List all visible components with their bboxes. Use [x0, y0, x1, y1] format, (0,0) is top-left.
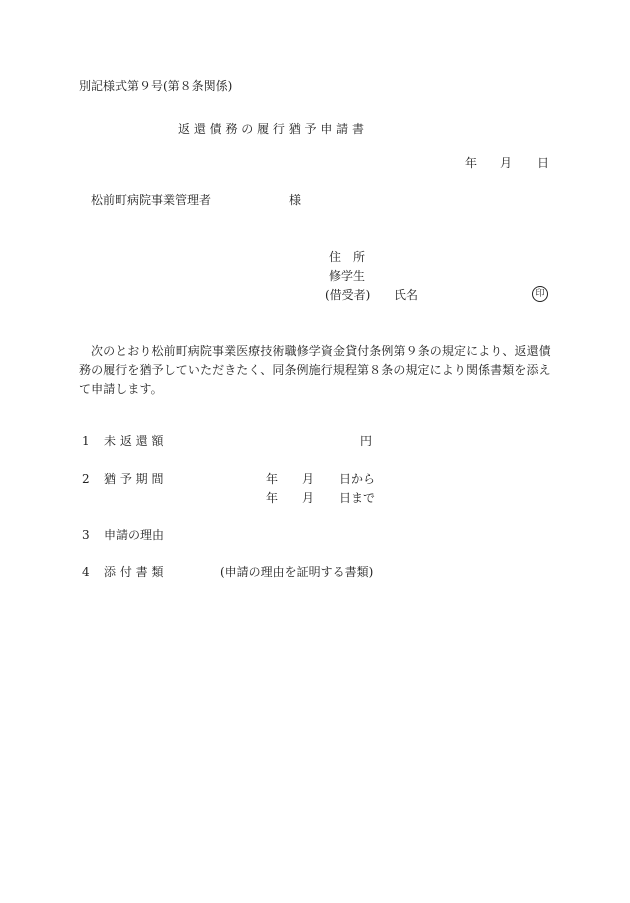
yen-unit: 円 [360, 434, 373, 448]
date-year-label: 年 [465, 156, 478, 170]
end-year-label: 年 [266, 491, 279, 505]
addressee-name: 松前町病院事業管理者 [91, 193, 212, 207]
addressee-honorific: 様 [289, 193, 302, 207]
item-number: 2 [82, 472, 90, 486]
borrower-label: (借受者) [325, 288, 371, 302]
item-unpaid-amount-label: 未 返 還 額 [104, 434, 164, 448]
item-deferral-period-label: 猶 予 期 間 [104, 472, 164, 486]
student-label: 修学生 [329, 269, 366, 283]
document-title: 返 還 債 務 の 履 行 猶 予 申 請 書 [178, 122, 364, 136]
start-day-label: 日から [339, 472, 376, 486]
name-label: 氏名 [394, 288, 419, 302]
item-reason-label: 申請の理由 [104, 528, 165, 542]
seal-mark: 印 [532, 286, 548, 302]
start-year-label: 年 [266, 472, 279, 486]
item-number: 4 [82, 565, 90, 579]
attachments-note: (申請の理由を証明する書類) [220, 565, 374, 579]
end-month-label: 月 [302, 491, 315, 505]
start-month-label: 月 [302, 472, 315, 486]
date-day-label: 日 [537, 156, 550, 170]
item-attachments-label: 添 付 書 類 [104, 565, 164, 579]
form-label: 別記様式第９号(第８条関係) [79, 79, 233, 93]
address-label: 住 所 [329, 250, 366, 264]
date-month-label: 月 [500, 156, 513, 170]
item-number: 1 [82, 434, 90, 448]
item-number: 3 [82, 528, 90, 542]
end-day-label: 日まで [339, 491, 376, 505]
request-body-text: 次のとおり松前町病院事業医療技術職修学資金貸付条例第９条の規定により、返還債務の履行を猶予していただきたく、同条例施行規程第８条の規定により関係書類を添えて申請します。 [79, 344, 551, 396]
